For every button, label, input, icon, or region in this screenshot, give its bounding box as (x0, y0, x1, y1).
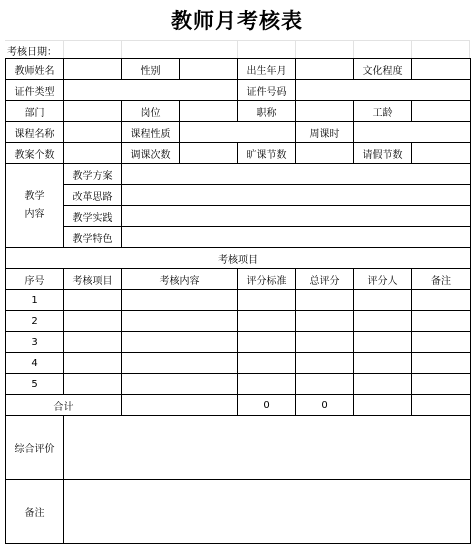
label-seniority: 工龄 (354, 101, 412, 122)
value-course-name[interactable] (64, 122, 122, 143)
cell-content[interactable] (122, 353, 238, 374)
value-teaching-practice[interactable] (122, 206, 471, 227)
overall-row (6, 416, 471, 480)
total-scorer (354, 395, 412, 416)
teaching-row (6, 206, 471, 227)
teaching-label-line1: 教学 (24, 190, 45, 202)
grid-line (469, 41, 470, 59)
value-substitutions[interactable] (180, 143, 238, 164)
section-row (6, 248, 471, 269)
label-leave-lessons: 请假节数 (354, 143, 412, 164)
header-remarks: 备注 (412, 269, 471, 290)
header-index: 序号 (6, 269, 64, 290)
value-title[interactable] (296, 101, 354, 122)
cell-item[interactable] (64, 311, 122, 332)
label-education: 文化程度 (354, 59, 412, 80)
table-row (6, 332, 471, 353)
value-id-type[interactable] (64, 80, 238, 101)
label-id-number: 证件号码 (238, 80, 296, 101)
value-seniority[interactable] (412, 101, 471, 122)
grid-line (237, 41, 238, 59)
header-standard: 评分标准 (238, 269, 296, 290)
cell-scorer[interactable] (354, 332, 412, 353)
info-row (6, 59, 471, 80)
row-index: 2 (6, 311, 64, 332)
label-id-type: 证件类型 (6, 80, 64, 101)
cell-standard[interactable] (238, 374, 296, 395)
cell-remarks[interactable] (412, 332, 471, 353)
value-id-number[interactable] (296, 80, 471, 101)
cell-item[interactable] (64, 374, 122, 395)
teaching-row (6, 164, 471, 185)
remarks-label: 备注 (6, 480, 64, 544)
label-course-nature: 课程性质 (122, 122, 180, 143)
section-title: 考核项目 (6, 248, 471, 269)
row-index: 1 (6, 290, 64, 311)
value-leave-lessons[interactable] (412, 143, 471, 164)
teaching-content-label (6, 164, 64, 248)
table-row (6, 353, 471, 374)
overall-label: 综合评价 (6, 416, 64, 480)
cell-item[interactable] (64, 353, 122, 374)
value-weekly-hours[interactable] (354, 122, 471, 143)
teaching-label-line2: 内容 (24, 208, 45, 220)
header-row (6, 269, 471, 290)
label-absent-lessons: 旷课节数 (238, 143, 296, 164)
value-teacher-name[interactable] (64, 59, 122, 80)
header-item: 考核项目 (64, 269, 122, 290)
value-course-nature[interactable] (180, 122, 296, 143)
cell-standard[interactable] (238, 290, 296, 311)
cell-score[interactable] (296, 332, 354, 353)
grid-line (63, 41, 64, 59)
cell-content[interactable] (122, 311, 238, 332)
overall-value[interactable] (64, 416, 471, 480)
cell-standard[interactable] (238, 353, 296, 374)
value-birth-date[interactable] (296, 59, 354, 80)
info-row (6, 101, 471, 122)
cell-remarks[interactable] (412, 374, 471, 395)
cell-scorer[interactable] (354, 374, 412, 395)
label-lesson-plans: 教案个数 (6, 143, 64, 164)
info-row (6, 122, 471, 143)
date-row (5, 40, 470, 59)
cell-content[interactable] (122, 374, 238, 395)
remarks-value[interactable] (64, 480, 471, 544)
label-position: 岗位 (122, 101, 180, 122)
cell-item[interactable] (64, 290, 122, 311)
value-absent-lessons[interactable] (296, 143, 354, 164)
remarks-row (6, 480, 471, 544)
cell-score[interactable] (296, 353, 354, 374)
grid-line (295, 41, 296, 59)
teaching-item-practice: 教学实践 (64, 206, 122, 227)
table-row (6, 311, 471, 332)
label-teacher-name: 教师姓名 (6, 59, 64, 80)
value-education[interactable] (412, 59, 471, 80)
label-department: 部门 (6, 101, 64, 122)
teaching-item-reform: 改革思路 (64, 185, 122, 206)
table-row (6, 290, 471, 311)
table-row (6, 374, 471, 395)
header-scorer: 评分人 (354, 269, 412, 290)
total-remarks (412, 395, 471, 416)
value-gender[interactable] (180, 59, 238, 80)
teaching-item-plan: 教学方案 (64, 164, 122, 185)
page-title: 教师月考核表 (171, 9, 303, 33)
cell-remarks[interactable] (412, 311, 471, 332)
info-row (6, 80, 471, 101)
cell-standard[interactable] (238, 332, 296, 353)
label-title: 职称 (238, 101, 296, 122)
date-label: 考核日期： (7, 47, 57, 58)
row-index: 3 (6, 332, 64, 353)
value-teaching-plan[interactable] (122, 164, 471, 185)
value-lesson-plans[interactable] (64, 143, 122, 164)
cell-scorer[interactable] (354, 311, 412, 332)
header-total-score: 总评分 (296, 269, 354, 290)
cell-score[interactable] (296, 311, 354, 332)
teaching-item-feature: 教学特色 (64, 227, 122, 248)
row-index: 5 (6, 374, 64, 395)
cell-standard[interactable] (238, 311, 296, 332)
value-teaching-feature[interactable] (122, 227, 471, 248)
cell-content[interactable] (122, 332, 238, 353)
teaching-row (6, 227, 471, 248)
cell-remarks[interactable] (412, 353, 471, 374)
cell-remarks[interactable] (412, 290, 471, 311)
value-department[interactable] (64, 101, 122, 122)
total-content (122, 395, 238, 416)
cell-score[interactable] (296, 290, 354, 311)
label-course-name: 课程名称 (6, 122, 64, 143)
cell-item[interactable] (64, 332, 122, 353)
total-row (6, 395, 471, 416)
grid-line (411, 41, 412, 59)
teaching-row (6, 185, 471, 206)
grid-line (121, 41, 122, 59)
cell-content[interactable] (122, 290, 238, 311)
assessment-table (5, 58, 471, 544)
label-birth-date: 出生年月 (238, 59, 296, 80)
value-teaching-reform[interactable] (122, 185, 471, 206)
cell-scorer[interactable] (354, 290, 412, 311)
label-weekly-hours: 周课时 (296, 122, 354, 143)
label-substitutions: 调课次数 (122, 143, 180, 164)
grid-line (353, 41, 354, 59)
info-row (6, 143, 471, 164)
total-label: 合计 (6, 395, 122, 416)
row-index: 4 (6, 353, 64, 374)
value-position[interactable] (180, 101, 238, 122)
total-standard: 0 (238, 395, 296, 416)
cell-score[interactable] (296, 374, 354, 395)
header-content: 考核内容 (122, 269, 238, 290)
cell-scorer[interactable] (354, 353, 412, 374)
label-gender: 性别 (122, 59, 180, 80)
total-score: 0 (296, 395, 354, 416)
